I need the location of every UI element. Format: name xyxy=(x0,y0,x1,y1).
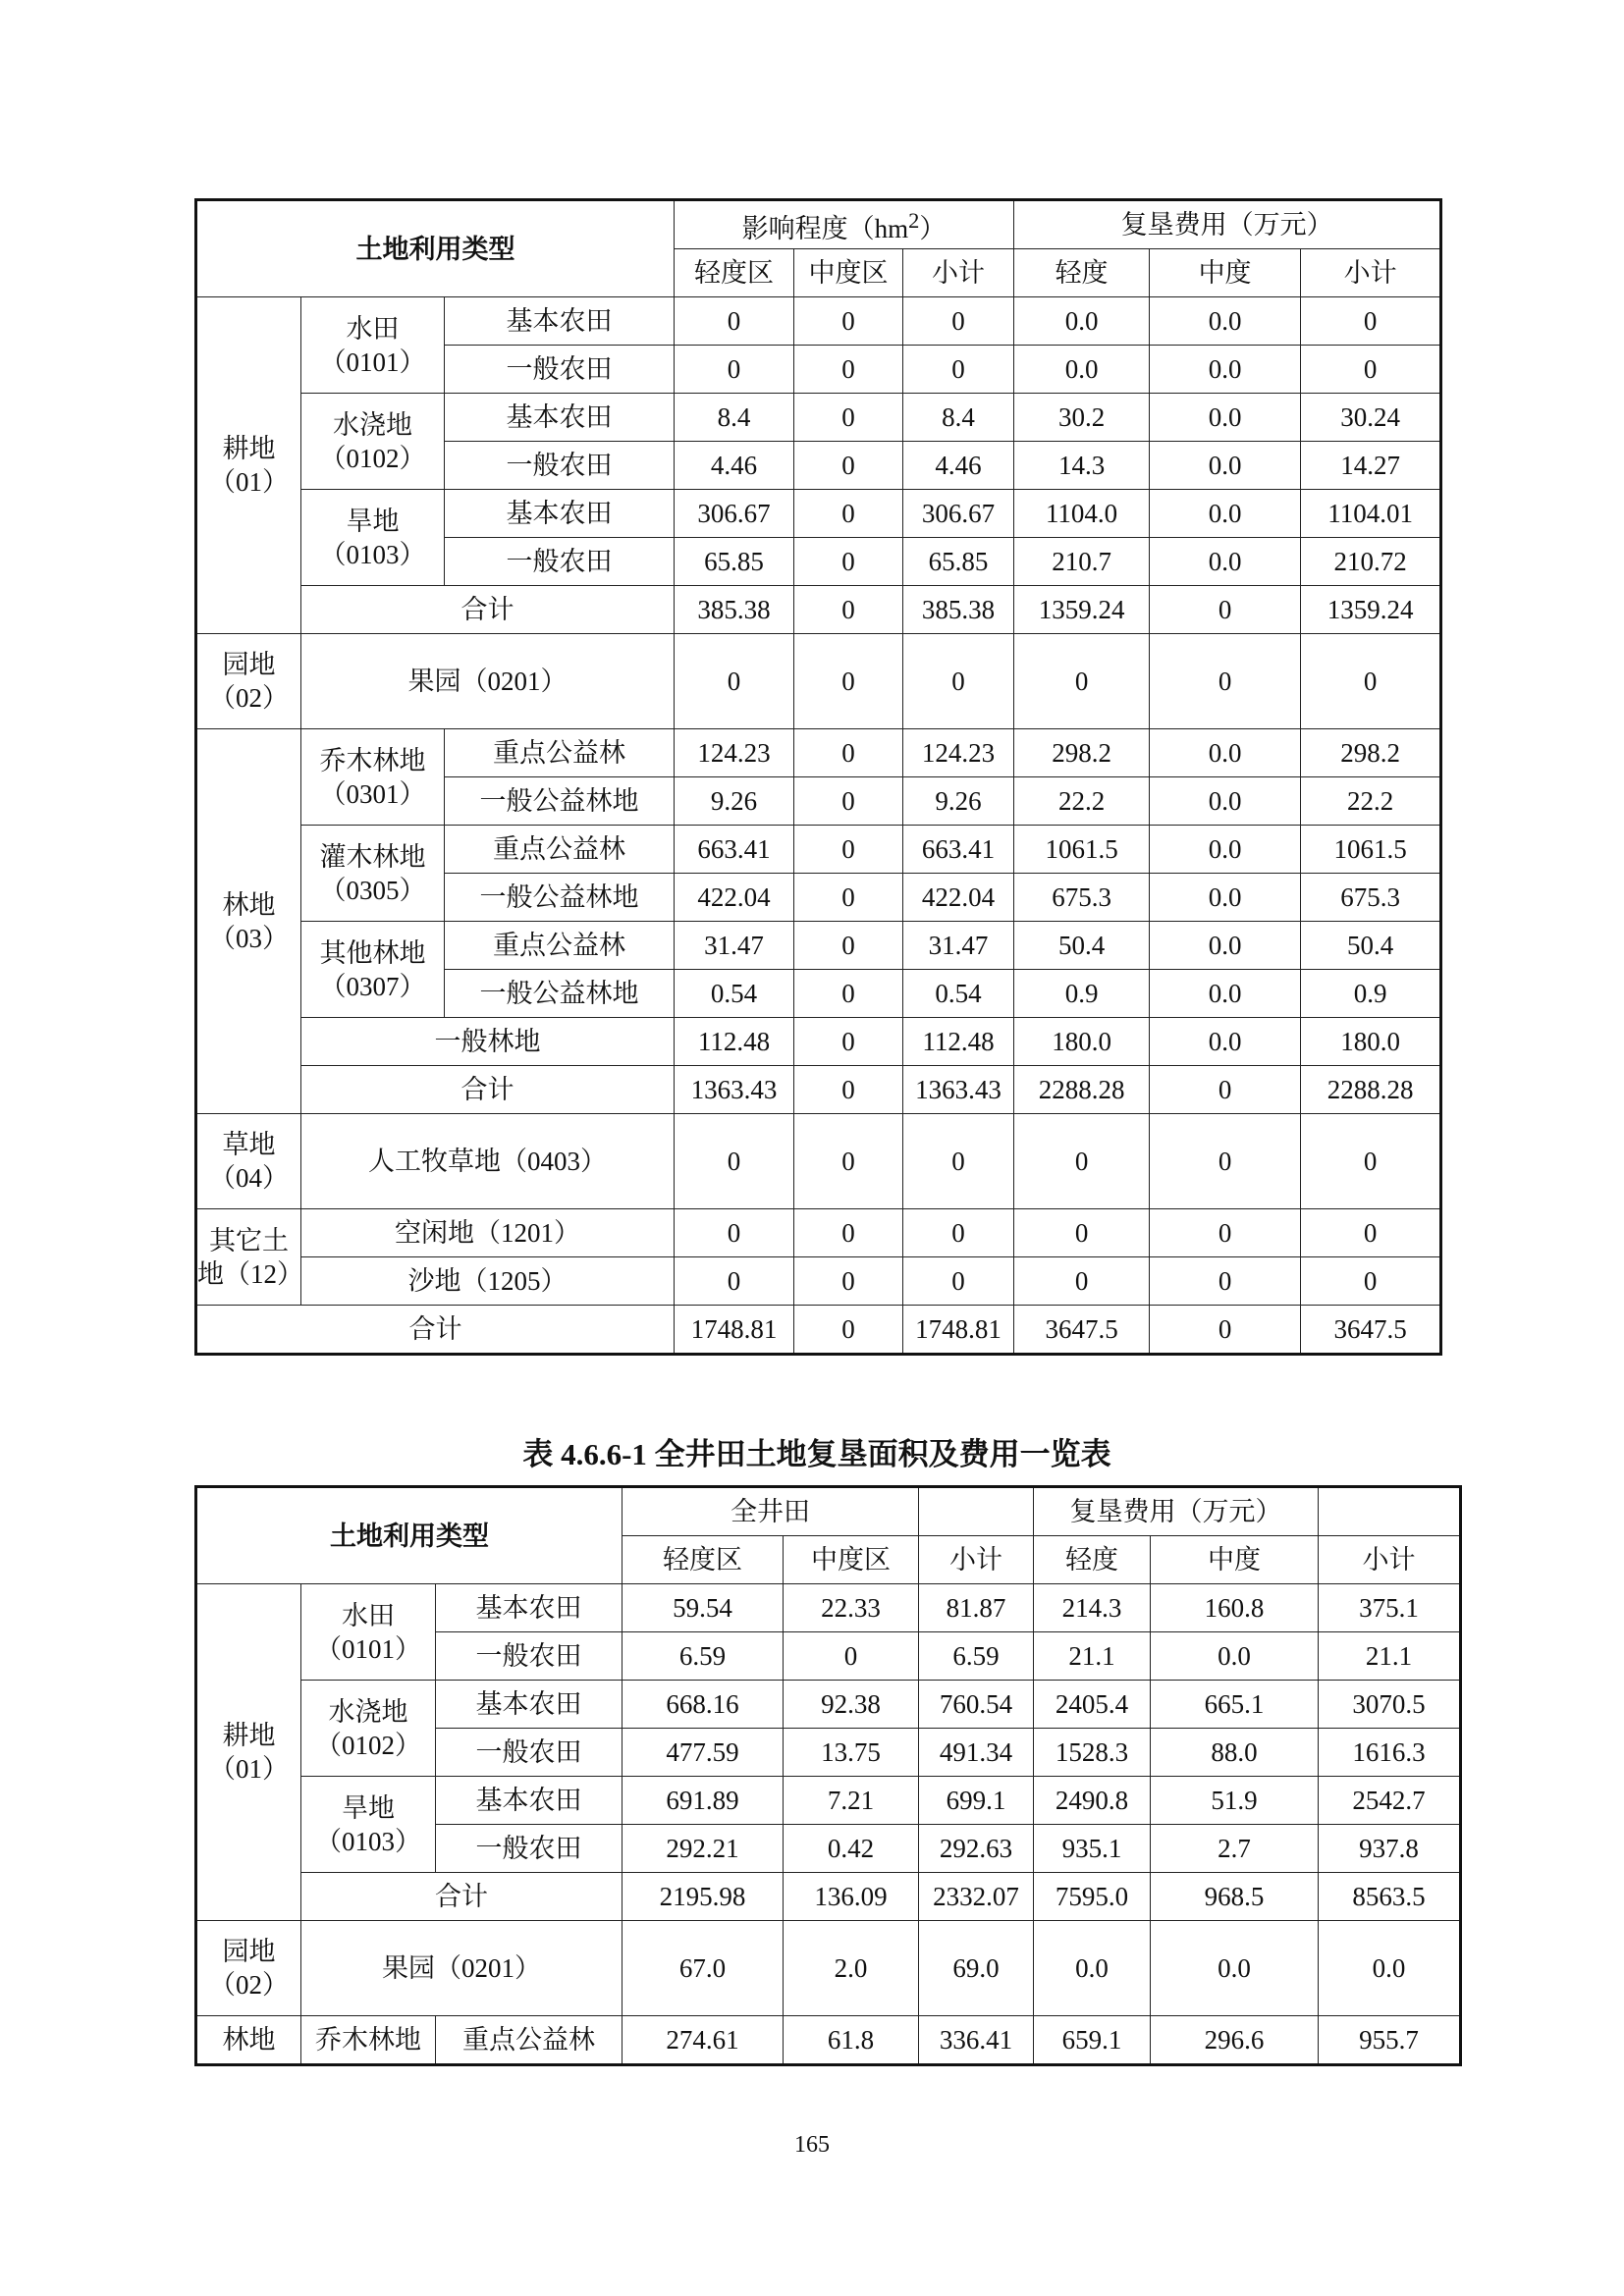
value-cell: 1061.5 xyxy=(1301,826,1441,874)
value-cell: 0 xyxy=(1150,586,1301,634)
kind-cell: 重点公益林 xyxy=(436,2016,623,2065)
value-cell: 0.0 xyxy=(1014,297,1150,346)
value-cell: 298.2 xyxy=(1014,729,1150,777)
kind-cell: 重点公益林 xyxy=(445,922,675,970)
header-land-type: 土地利用类型 xyxy=(196,1487,623,1584)
header-area-group: 全井田 xyxy=(623,1487,919,1536)
subtotal-row xyxy=(196,1873,1461,1921)
kind-cell: 一般农田 xyxy=(445,346,675,394)
value-cell: 0 xyxy=(794,1209,903,1257)
value-cell: 31.47 xyxy=(675,922,794,970)
value-cell: 21.1 xyxy=(1319,1632,1461,1681)
value-cell: 0.0 xyxy=(1150,970,1301,1018)
value-cell: 180.0 xyxy=(1014,1018,1150,1066)
value-cell: 1359.24 xyxy=(1301,586,1441,634)
table-row xyxy=(196,1209,1441,1257)
value-cell: 274.61 xyxy=(623,2016,784,2065)
value-cell: 0 xyxy=(794,970,903,1018)
value-cell: 760.54 xyxy=(919,1681,1034,1729)
value-cell: 2490.8 xyxy=(1034,1777,1151,1825)
value-cell: 292.21 xyxy=(623,1825,784,1873)
value-cell: 298.2 xyxy=(1301,729,1441,777)
header-empty xyxy=(1319,1487,1461,1536)
value-cell: 491.34 xyxy=(919,1729,1034,1777)
category-cell: 草地（04） xyxy=(196,1114,301,1209)
value-cell: 7595.0 xyxy=(1034,1873,1151,1921)
col-header: 中度 xyxy=(1151,1536,1319,1584)
value-cell: 422.04 xyxy=(903,874,1014,922)
value-cell: 6.59 xyxy=(623,1632,784,1681)
value-cell: 968.5 xyxy=(1151,1873,1319,1921)
value-cell: 1104.0 xyxy=(1014,490,1150,538)
category-cell: 林地（03） xyxy=(196,729,301,1114)
value-cell: 663.41 xyxy=(903,826,1014,874)
col-header: 中度 xyxy=(1150,249,1301,297)
value-cell: 136.09 xyxy=(784,1873,919,1921)
value-cell: 14.27 xyxy=(1301,442,1441,490)
col-header: 中度区 xyxy=(794,249,903,297)
value-cell: 3647.5 xyxy=(1014,1306,1150,1355)
value-cell: 385.38 xyxy=(903,586,1014,634)
kind-cell: 重点公益林 xyxy=(445,826,675,874)
item-cell: 一般林地 xyxy=(301,1018,675,1066)
value-cell: 663.41 xyxy=(675,826,794,874)
value-cell: 306.67 xyxy=(903,490,1014,538)
value-cell: 0 xyxy=(675,634,794,729)
value-cell: 210.7 xyxy=(1014,538,1150,586)
subcategory-cell: 乔木林地（0301） xyxy=(301,729,445,826)
value-cell: 0.0 xyxy=(1150,1018,1301,1066)
value-cell: 0 xyxy=(794,922,903,970)
value-cell: 22.2 xyxy=(1014,777,1150,826)
value-cell: 477.59 xyxy=(623,1729,784,1777)
value-cell: 51.9 xyxy=(1151,1777,1319,1825)
value-cell: 2332.07 xyxy=(919,1873,1034,1921)
value-cell: 50.4 xyxy=(1014,922,1150,970)
table-row xyxy=(196,1018,1441,1066)
value-cell: 0.54 xyxy=(903,970,1014,1018)
value-cell: 0 xyxy=(1150,1114,1301,1209)
value-cell: 0.9 xyxy=(1301,970,1441,1018)
value-cell: 0 xyxy=(1014,634,1150,729)
subcategory-cell: 水田（0101） xyxy=(301,1584,436,1681)
value-cell: 659.1 xyxy=(1034,2016,1151,2065)
value-cell: 691.89 xyxy=(623,1777,784,1825)
subcategory-cell: 旱地（0103） xyxy=(301,1777,436,1873)
col-header: 轻度 xyxy=(1014,249,1150,297)
table-row xyxy=(196,1114,1441,1209)
item-cell: 人工牧草地（0403） xyxy=(301,1114,675,1209)
kind-cell: 一般公益林地 xyxy=(445,777,675,826)
value-cell: 0.0 xyxy=(1150,394,1301,442)
value-cell: 0 xyxy=(794,874,903,922)
subcategory-cell: 其他林地（0307） xyxy=(301,922,445,1018)
value-cell: 0 xyxy=(794,729,903,777)
value-cell: 0 xyxy=(794,394,903,442)
value-cell: 0.0 xyxy=(1150,538,1301,586)
page-number: 165 xyxy=(794,2132,830,2158)
value-cell: 2.0 xyxy=(784,1921,919,2016)
full-field-reclamation-table xyxy=(194,1485,1462,2066)
table-row xyxy=(196,1681,1461,1729)
value-cell: 668.16 xyxy=(623,1681,784,1729)
value-cell: 0 xyxy=(1014,1209,1150,1257)
value-cell: 0 xyxy=(903,297,1014,346)
table-row xyxy=(196,826,1441,874)
kind-cell: 一般农田 xyxy=(445,538,675,586)
col-header: 小计 xyxy=(1319,1536,1461,1584)
subcategory-cell: 灌木林地（0305） xyxy=(301,826,445,922)
value-cell: 1616.3 xyxy=(1319,1729,1461,1777)
value-cell: 88.0 xyxy=(1151,1729,1319,1777)
value-cell: 336.41 xyxy=(919,2016,1034,2065)
value-cell: 14.3 xyxy=(1014,442,1150,490)
subcategory-cell: 水浇地（0102） xyxy=(301,1681,436,1777)
value-cell: 0 xyxy=(794,1114,903,1209)
table-row xyxy=(196,729,1441,777)
value-cell: 22.33 xyxy=(784,1584,919,1632)
value-cell: 124.23 xyxy=(903,729,1014,777)
header-cost-group: 复垦费用（万元） xyxy=(1014,200,1441,249)
value-cell: 375.1 xyxy=(1319,1584,1461,1632)
value-cell: 0 xyxy=(1150,1066,1301,1114)
value-cell: 0.42 xyxy=(784,1825,919,1873)
value-cell: 61.8 xyxy=(784,2016,919,2065)
item-cell: 空闲地（1201） xyxy=(301,1209,675,1257)
value-cell: 0.54 xyxy=(675,970,794,1018)
value-cell: 0 xyxy=(1014,1257,1150,1306)
subcategory-cell: 水浇地（0102） xyxy=(301,394,445,490)
item-cell: 沙地（1205） xyxy=(301,1257,675,1306)
table-row xyxy=(196,394,1441,442)
value-cell: 675.3 xyxy=(1301,874,1441,922)
value-cell: 0 xyxy=(903,1209,1014,1257)
category-cell: 园地（02） xyxy=(196,1921,301,2016)
value-cell: 0 xyxy=(1150,1306,1301,1355)
subtotal-label: 合计 xyxy=(301,1066,675,1114)
table-row xyxy=(196,634,1441,729)
value-cell: 9.26 xyxy=(903,777,1014,826)
value-cell: 2405.4 xyxy=(1034,1681,1151,1729)
value-cell: 306.67 xyxy=(675,490,794,538)
value-cell: 65.85 xyxy=(675,538,794,586)
table-row xyxy=(196,2016,1461,2065)
value-cell: 0 xyxy=(903,346,1014,394)
value-cell: 1359.24 xyxy=(1014,586,1150,634)
value-cell: 210.72 xyxy=(1301,538,1441,586)
kind-cell: 一般农田 xyxy=(436,1632,623,1681)
value-cell: 8.4 xyxy=(903,394,1014,442)
value-cell: 955.7 xyxy=(1319,2016,1461,2065)
value-cell: 0 xyxy=(794,1066,903,1114)
value-cell: 0.0 xyxy=(1151,1921,1319,2016)
value-cell: 7.21 xyxy=(784,1777,919,1825)
value-cell: 0.0 xyxy=(1150,777,1301,826)
header-empty xyxy=(919,1487,1034,1536)
subtotal-row xyxy=(196,1066,1441,1114)
table-row xyxy=(196,1584,1461,1632)
item-cell: 果园（0201） xyxy=(301,1921,623,2016)
value-cell: 112.48 xyxy=(675,1018,794,1066)
value-cell: 180.0 xyxy=(1301,1018,1441,1066)
value-cell: 0.0 xyxy=(1151,1632,1319,1681)
value-cell: 292.63 xyxy=(919,1825,1034,1873)
col-header: 轻度区 xyxy=(675,249,794,297)
kind-cell: 一般农田 xyxy=(436,1729,623,1777)
table-row xyxy=(196,1777,1461,1825)
value-cell: 675.3 xyxy=(1014,874,1150,922)
value-cell: 385.38 xyxy=(675,586,794,634)
value-cell: 2195.98 xyxy=(623,1873,784,1921)
col-header: 小计 xyxy=(919,1536,1034,1584)
category-cell: 其它土地（12） xyxy=(196,1209,301,1306)
subcategory-cell: 旱地（0103） xyxy=(301,490,445,586)
value-cell: 0 xyxy=(784,1632,919,1681)
value-cell: 296.6 xyxy=(1151,2016,1319,2065)
value-cell: 937.8 xyxy=(1319,1825,1461,1873)
value-cell: 0 xyxy=(675,1209,794,1257)
value-cell: 0 xyxy=(675,1114,794,1209)
value-cell: 8.4 xyxy=(675,394,794,442)
value-cell: 2288.28 xyxy=(1301,1066,1441,1114)
header-land-type: 土地利用类型 xyxy=(196,200,675,297)
subtotal-label: 合计 xyxy=(301,586,675,634)
value-cell: 0.0 xyxy=(1150,297,1301,346)
kind-cell: 一般公益林地 xyxy=(445,970,675,1018)
value-cell: 0 xyxy=(1150,634,1301,729)
table-row xyxy=(196,1921,1461,2016)
kind-cell: 基本农田 xyxy=(436,1681,623,1729)
col-header: 小计 xyxy=(1301,249,1441,297)
value-cell: 0 xyxy=(1301,1114,1441,1209)
value-cell: 2288.28 xyxy=(1014,1066,1150,1114)
value-cell: 0 xyxy=(794,490,903,538)
value-cell: 30.24 xyxy=(1301,394,1441,442)
value-cell: 0.0 xyxy=(1150,442,1301,490)
value-cell: 59.54 xyxy=(623,1584,784,1632)
value-cell: 1061.5 xyxy=(1014,826,1150,874)
value-cell: 65.85 xyxy=(903,538,1014,586)
value-cell: 214.3 xyxy=(1034,1584,1151,1632)
value-cell: 81.87 xyxy=(919,1584,1034,1632)
value-cell: 0 xyxy=(1301,297,1441,346)
value-cell: 0 xyxy=(675,1257,794,1306)
value-cell: 124.23 xyxy=(675,729,794,777)
category-cell: 林地 xyxy=(196,2016,301,2065)
value-cell: 4.46 xyxy=(675,442,794,490)
value-cell: 3070.5 xyxy=(1319,1681,1461,1729)
value-cell: 0 xyxy=(903,1114,1014,1209)
value-cell: 0.0 xyxy=(1150,729,1301,777)
subtotal-label: 合计 xyxy=(301,1873,623,1921)
value-cell: 22.2 xyxy=(1301,777,1441,826)
value-cell: 31.47 xyxy=(903,922,1014,970)
kind-cell: 一般农田 xyxy=(436,1825,623,1873)
kind-cell: 基本农田 xyxy=(445,297,675,346)
table-caption: 表 4.6.6-1 全井田土地复垦面积及费用一览表 xyxy=(522,1437,1111,1471)
value-cell: 8563.5 xyxy=(1319,1873,1461,1921)
value-cell: 0 xyxy=(794,346,903,394)
value-cell: 422.04 xyxy=(675,874,794,922)
value-cell: 13.75 xyxy=(784,1729,919,1777)
value-cell: 0 xyxy=(1301,634,1441,729)
header-cost-group: 复垦费用（万元） xyxy=(1034,1487,1319,1536)
table-row xyxy=(196,490,1441,538)
col-header: 中度区 xyxy=(784,1536,919,1584)
col-header: 轻度 xyxy=(1034,1536,1151,1584)
value-cell: 0 xyxy=(675,346,794,394)
value-cell: 67.0 xyxy=(623,1921,784,2016)
kind-cell: 重点公益林 xyxy=(445,729,675,777)
table-row xyxy=(196,1257,1441,1306)
grand-total-label: 合计 xyxy=(196,1306,675,1355)
value-cell: 6.59 xyxy=(919,1632,1034,1681)
value-cell: 92.38 xyxy=(784,1681,919,1729)
value-cell: 9.26 xyxy=(675,777,794,826)
value-cell: 0 xyxy=(1150,1209,1301,1257)
value-cell: 50.4 xyxy=(1301,922,1441,970)
kind-cell: 基本农田 xyxy=(445,394,675,442)
subcategory-cell: 乔木林地 xyxy=(301,2016,436,2065)
value-cell: 0.0 xyxy=(1014,346,1150,394)
item-cell: 果园（0201） xyxy=(301,634,675,729)
value-cell: 0 xyxy=(1301,346,1441,394)
value-cell: 0 xyxy=(794,777,903,826)
value-cell: 699.1 xyxy=(919,1777,1034,1825)
value-cell: 0 xyxy=(794,1257,903,1306)
category-cell: 耕地（01） xyxy=(196,1584,301,1921)
subtotal-row xyxy=(196,586,1441,634)
value-cell: 0.0 xyxy=(1150,922,1301,970)
value-cell: 0 xyxy=(794,297,903,346)
value-cell: 0 xyxy=(794,1018,903,1066)
value-cell: 21.1 xyxy=(1034,1632,1151,1681)
value-cell: 1748.81 xyxy=(903,1306,1014,1355)
value-cell: 2.7 xyxy=(1151,1825,1319,1873)
value-cell: 0.0 xyxy=(1150,874,1301,922)
value-cell: 30.2 xyxy=(1014,394,1150,442)
table-row xyxy=(196,297,1441,346)
value-cell: 3647.5 xyxy=(1301,1306,1441,1355)
value-cell: 0 xyxy=(794,442,903,490)
value-cell: 1104.01 xyxy=(1301,490,1441,538)
value-cell: 0 xyxy=(903,1257,1014,1306)
value-cell: 665.1 xyxy=(1151,1681,1319,1729)
value-cell: 4.46 xyxy=(903,442,1014,490)
value-cell: 0 xyxy=(1301,1257,1441,1306)
grand-total-row xyxy=(196,1306,1441,1355)
value-cell: 0 xyxy=(794,826,903,874)
value-cell: 935.1 xyxy=(1034,1825,1151,1873)
kind-cell: 一般公益林地 xyxy=(445,874,675,922)
kind-cell: 基本农田 xyxy=(436,1777,623,1825)
subcategory-cell: 水田（0101） xyxy=(301,297,445,394)
col-header: 轻度区 xyxy=(623,1536,784,1584)
land-reclamation-impact-table xyxy=(194,198,1442,1356)
value-cell: 0 xyxy=(794,634,903,729)
kind-cell: 一般农田 xyxy=(445,442,675,490)
table-row xyxy=(196,922,1441,970)
value-cell: 0 xyxy=(1301,1209,1441,1257)
value-cell: 0 xyxy=(794,1306,903,1355)
value-cell: 0 xyxy=(675,297,794,346)
value-cell: 0 xyxy=(903,634,1014,729)
value-cell: 1748.81 xyxy=(675,1306,794,1355)
value-cell: 0.0 xyxy=(1150,826,1301,874)
value-cell: 69.0 xyxy=(919,1921,1034,2016)
value-cell: 0.0 xyxy=(1150,490,1301,538)
value-cell: 2542.7 xyxy=(1319,1777,1461,1825)
header-impact-group: 影响程度$(hm^2)$ xyxy=(675,200,1014,249)
value-cell: 0.0 xyxy=(1319,1921,1461,2016)
category-cell: 园地（02） xyxy=(196,634,301,729)
value-cell: 0 xyxy=(794,538,903,586)
value-cell: 0.0 xyxy=(1034,1921,1151,2016)
value-cell: 1363.43 xyxy=(675,1066,794,1114)
value-cell: 112.48 xyxy=(903,1018,1014,1066)
value-cell: 0 xyxy=(1150,1257,1301,1306)
category-cell: 耕地（01） xyxy=(196,297,301,634)
kind-cell: 基本农田 xyxy=(445,490,675,538)
value-cell: 160.8 xyxy=(1151,1584,1319,1632)
value-cell: 0 xyxy=(1014,1114,1150,1209)
kind-cell: 基本农田 xyxy=(436,1584,623,1632)
col-header: 小计 xyxy=(903,249,1014,297)
value-cell: 1528.3 xyxy=(1034,1729,1151,1777)
value-cell: 0.0 xyxy=(1150,346,1301,394)
value-cell: 1363.43 xyxy=(903,1066,1014,1114)
value-cell: 0.9 xyxy=(1014,970,1150,1018)
value-cell: 0 xyxy=(794,586,903,634)
